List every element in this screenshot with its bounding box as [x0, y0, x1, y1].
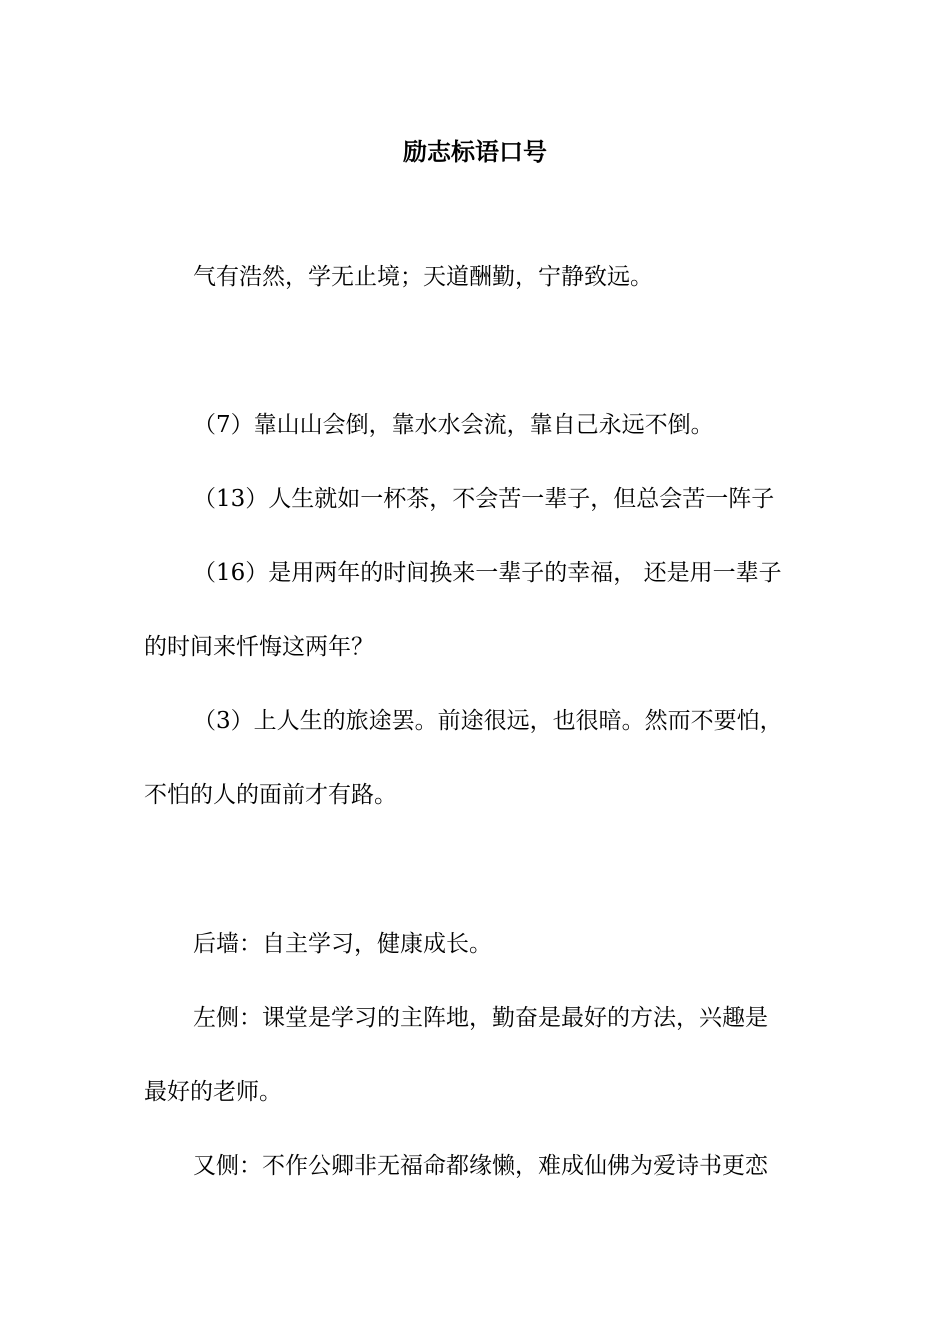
text-line-8: 后墙：自主学习，健康成长。	[193, 931, 492, 957]
text-line-4: （16）是用两年的时间换来一辈子的幸福， 还是用一辈子	[193, 560, 782, 586]
text-line-11: 又侧：不作公卿非无福命都缘懒，难成仙佛为爱诗书更恋	[193, 1153, 768, 1179]
text-line-7: 不怕的人的面前才有路。	[144, 782, 397, 808]
text-line-10: 最好的老师。	[144, 1079, 282, 1105]
text-line-1: 气有浩然，学无止境；天道酬勤，宁静致远。	[193, 264, 653, 290]
document-title: 励志标语口号	[403, 137, 547, 166]
text-line-3: （13）人生就如一杯茶，不会苦一辈子，但总会苦一阵子	[193, 486, 775, 512]
text-line-5: 的时间来忏悔这两年？	[144, 634, 374, 660]
text-line-9: 左侧：课堂是学习的主阵地，勤奋是最好的方法，兴趣是	[193, 1005, 768, 1031]
text-line-2: （7）靠山山会倒，靠水水会流，靠自己永远不倒。	[193, 412, 714, 438]
text-line-6: （3）上人生的旅途罢。前途很远，也很暗。然而不要怕，	[193, 708, 783, 734]
